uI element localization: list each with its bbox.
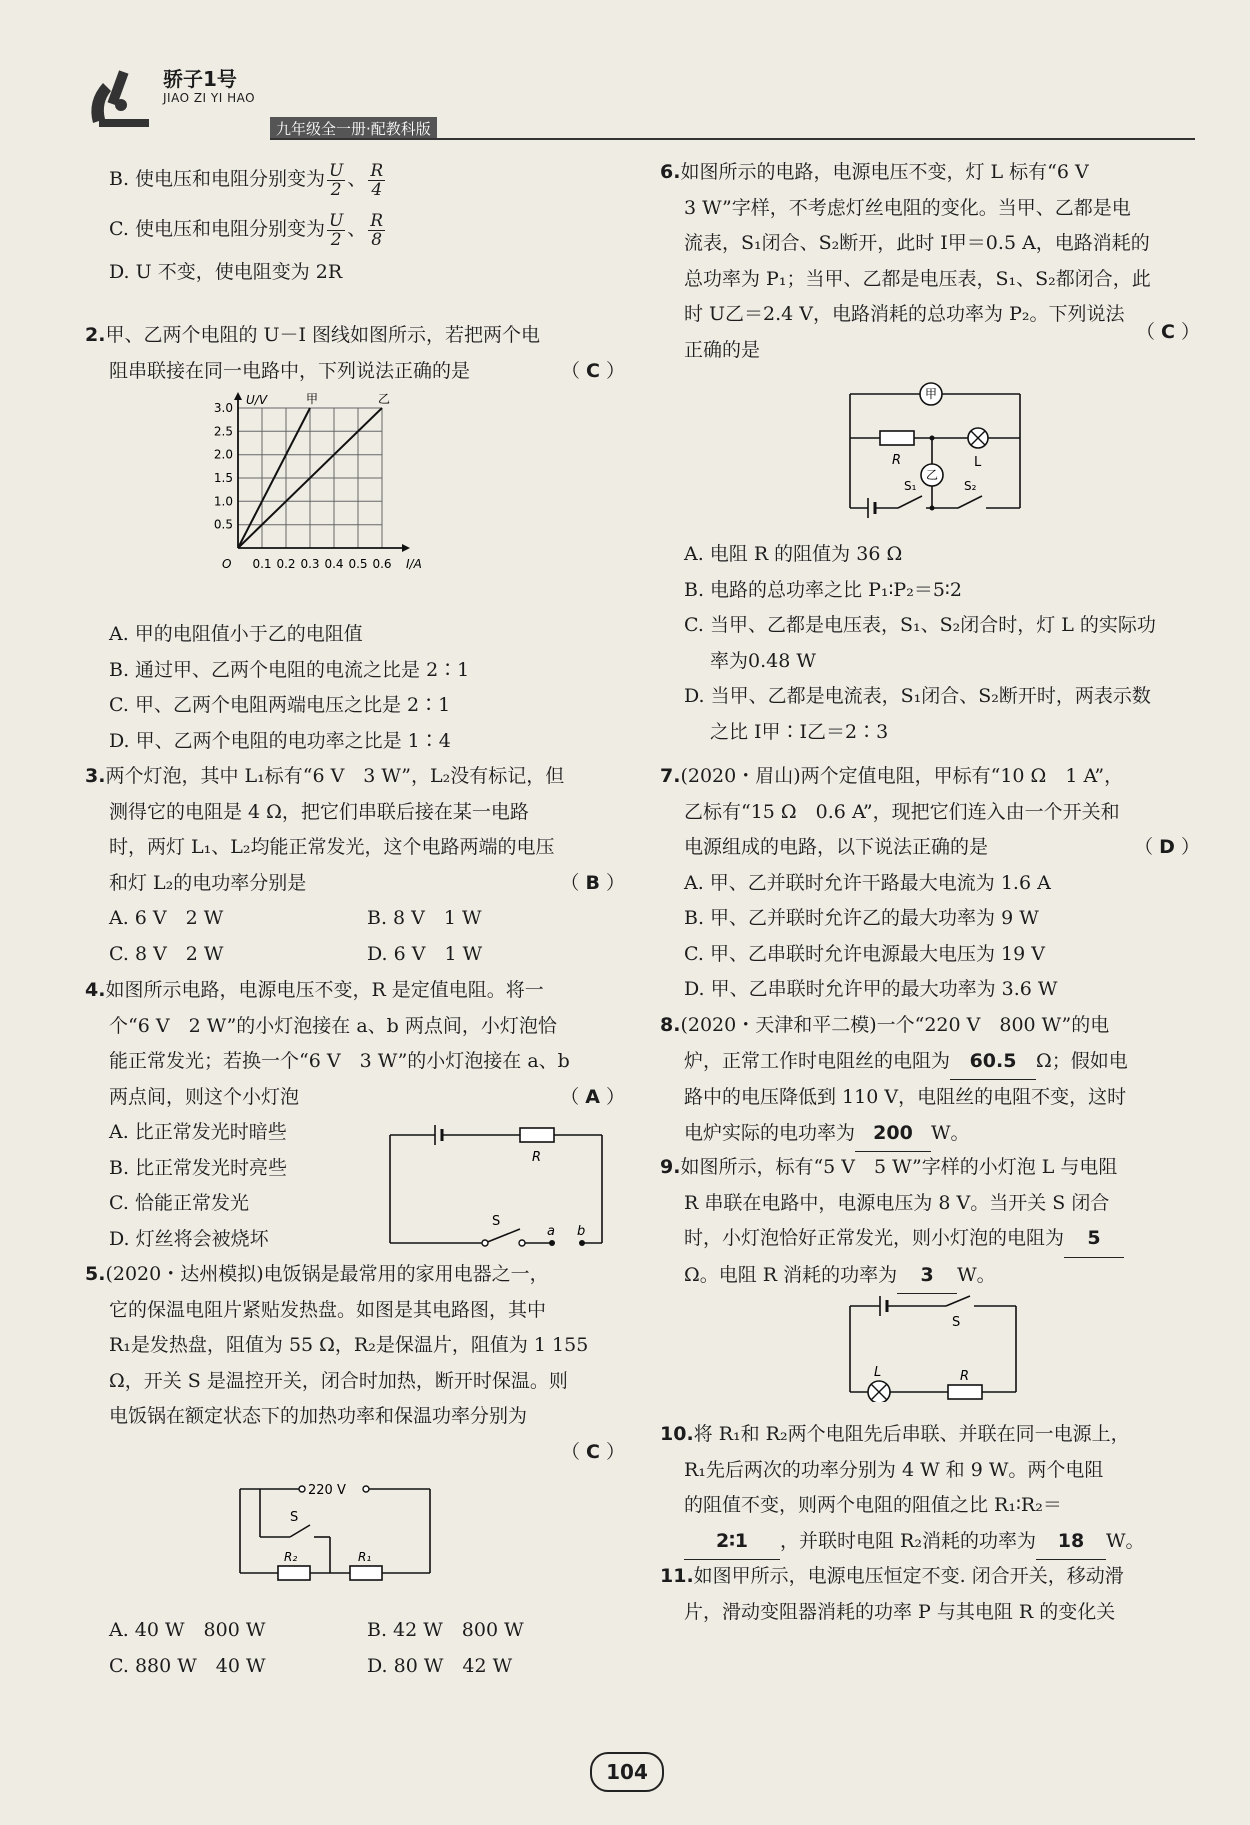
q6-option-c-cont: 率为0.48 W	[710, 649, 816, 672]
q4-text: 如图所示电路，电源电压不变，R 是定值电阻。将一	[105, 979, 544, 1001]
q6-option-c: C. 当甲、乙都是电压表，S₁、S₂闭合时，灯 L 的实际功	[684, 614, 1156, 636]
q8-text: 路中的电压降低到 110 V，电阻丝的电阻不变，这时	[684, 1086, 1127, 1108]
q1-option-c: C. 使电压和电阻分别变为 $\frac{U}{2}$ 、 $\frac{R}{8}$	[109, 210, 384, 250]
q5-label-r1: R₁	[358, 1550, 372, 1564]
q7-option-c: C. 甲、乙串联时允许电源最大电压为 19 V	[684, 942, 1045, 965]
q10-blank-1: 2∶1	[684, 1524, 780, 1561]
q5-circuit-diagram	[230, 1475, 470, 1585]
q2-ytick: 1.5	[213, 471, 233, 485]
question-3	[85, 759, 625, 972]
q7-option-b: B. 甲、乙并联时允许乙的最大功率为 9 W	[684, 907, 1039, 929]
q7-text: 乙标有“15 Ω 0.6 A”，现把它们连入由一个开关和	[684, 800, 1120, 823]
q2-xtick: 0.1	[252, 557, 272, 571]
q2-ytick: 2.0	[213, 447, 233, 462]
q2-option-c: C. 甲、乙两个电阻两端电压之比是 2∶1	[109, 694, 451, 716]
q4-option-c: C. 恰能正常发光	[109, 1192, 249, 1214]
q2-ytick: 0.5	[213, 517, 233, 532]
q7-option-d: D. 甲、乙串联时允许甲的最大功率为 3.6 W	[684, 978, 1058, 1000]
q10-text: 将 R₁和 R₂两个电阻先后串联、并联在同一电源上，	[693, 1423, 1130, 1445]
question-9	[660, 1150, 1200, 1294]
q2-line-jia-label: 甲	[306, 392, 319, 406]
q6-option-a: A. 电阻 R 的阻值为 36 Ω	[684, 543, 903, 565]
q5-answer: （ C ）	[560, 1440, 625, 1463]
q5-text: 它的保温电阻片紧贴发热盘。如图是其电路图，其中	[109, 1298, 547, 1321]
q10-text: ，并联时电阻 R₂消耗的功率为	[780, 1529, 1036, 1552]
q2-xtick: 0.2	[276, 557, 296, 571]
q7-text: 电源组成的电路，以下说法正确的是	[684, 836, 989, 858]
q8-text: W。	[931, 1121, 970, 1144]
q9-circuit-diagram	[840, 1292, 1030, 1402]
q9-blank-2: 3	[897, 1258, 957, 1295]
q11-text: 片，滑动变阻器消耗的功率 P 与其电阻 R 的变化关	[684, 1600, 1116, 1623]
grade-label: 九年级全一册·配教科版	[270, 117, 437, 140]
q6-label-l: L	[974, 455, 982, 470]
q6-label-r: R	[892, 453, 902, 468]
q8-number: 8.	[660, 1014, 681, 1036]
q6-option-d-cont: 之比 I甲∶I乙＝2∶3	[710, 720, 889, 743]
q9-blank-1: 5	[1064, 1221, 1124, 1258]
q2-ytick: 2.5	[213, 424, 233, 439]
q5-text: Ω，开关 S 是温控开关，闭合时加热，断开时保温。则	[109, 1369, 568, 1392]
q10-text: 的阻值不变，则两个电阻的阻值之比 R₁∶R₂＝	[684, 1494, 1062, 1516]
q4-text: 能正常发光；若换一个“6 V 3 W”的小灯泡接在 a、b	[109, 1050, 570, 1072]
q3-answer: （ B ）	[560, 871, 625, 894]
q2-text-1: 甲、乙两个电阻的 U－I 图线如图所示，若把两个电	[105, 324, 541, 346]
q7-text: (2020・眉山)两个定值电阻，甲标有“10 Ω 1 A”，	[680, 765, 1124, 787]
q2-origin: O	[222, 557, 232, 571]
q2-ytick: 3.0	[213, 401, 233, 415]
q4-number: 4.	[85, 979, 106, 1001]
q3-options-row-2	[85, 937, 625, 973]
q6-text: 总功率为 P₁；当甲、乙都是电压表，S₁、S₂都闭合，此	[684, 267, 1151, 290]
q3-option-b: B. 8 V 1 W	[367, 907, 482, 929]
q2-xtick: 0.5	[348, 557, 368, 571]
q9-text: R 串联在电路中，电源电压为 8 V。当开关 S 闭合	[684, 1191, 1110, 1214]
q4-label-a: a	[547, 1224, 555, 1239]
q5-text: R₁是发热盘，阻值为 55 Ω，R₂是保温片，阻值为 1 155	[109, 1334, 589, 1356]
page-number: 104	[590, 1752, 664, 1792]
q1-option-d: D. U 不变，使电阻变为 2R	[109, 261, 343, 283]
q2-option-d: D. 甲、乙两个电阻的电功率之比是 1∶4	[109, 729, 451, 752]
q6-option-d: D. 当甲、乙都是电流表，S₁闭合、S₂断开时，两表示数	[684, 685, 1151, 707]
q11-number: 11.	[660, 1565, 694, 1587]
q3-text: 测得它的电阻是 4 Ω，把它们串联后接在某一电路	[109, 800, 529, 823]
q3-text: 时，两灯 L₁、L₂均能正常发光，这个电路两端的电压	[109, 836, 555, 858]
q3-option-d: D. 6 V 1 W	[367, 942, 483, 965]
q6-option-b: B. 电路的总功率之比 P₁∶P₂＝5∶2	[684, 578, 962, 601]
question-5	[85, 1257, 625, 1470]
q9-text: 时，小灯泡恰好正常发光，则小灯泡的电阻为	[684, 1227, 1065, 1249]
q8-text: 炉，正常工作时电阻丝的电阻为	[684, 1049, 951, 1072]
q2-ui-graph	[210, 390, 470, 575]
q6-label-s2: S₂	[964, 479, 977, 493]
q2-option-b: B. 通过甲、乙两个电阻的电流之比是 2∶1	[109, 658, 470, 681]
q5-label-s: S	[290, 1510, 299, 1525]
header-rule	[270, 138, 1195, 140]
q8-text: (2020・天津和平二模)一个“220 V 800 W”的电	[680, 1014, 1110, 1036]
q6-answer: （ C ）	[1135, 320, 1200, 343]
q5-label-r2: R₂	[284, 1550, 298, 1564]
q9-label-r: R	[960, 1369, 970, 1384]
question-1-continued	[85, 155, 625, 291]
q2-xtick: 0.6	[372, 557, 392, 571]
q3-text: 和灯 L₂的电功率分别是	[109, 871, 307, 894]
q6-circuit-diagram	[840, 380, 1040, 520]
q8-text: 电炉实际的电功率为	[684, 1121, 856, 1144]
q4-label-s: S	[492, 1214, 501, 1229]
q3-option-a: A. 6 V 2 W	[109, 907, 224, 929]
q5-number: 5.	[85, 1263, 106, 1285]
q8-text: Ω；假如电	[1036, 1049, 1128, 1072]
q7-option-a: A. 甲、乙并联时允许干路最大电流为 1.6 A	[684, 871, 1051, 894]
q4-option-a: A. 比正常发光时暗些	[109, 1121, 287, 1143]
q10-blank-2: 18	[1036, 1524, 1106, 1561]
q6-number: 6.	[660, 161, 681, 183]
microscope-logo-icon	[85, 61, 155, 131]
q2-xtick: 0.4	[324, 557, 344, 571]
q2-x-label: I/A	[406, 557, 422, 571]
q4-circuit-diagram	[380, 1115, 620, 1255]
q3-text: 两个灯泡，其中 L₁标有“6 V 3 W”，L₂没有标记，但	[105, 765, 565, 787]
q2-xtick: 0.3	[300, 557, 320, 571]
q8-blank-1: 60.5	[950, 1044, 1036, 1081]
q5-options-row-1	[85, 1613, 625, 1649]
q9-label-l: L	[874, 1365, 882, 1380]
q5-option-a: A. 40 W 800 W	[109, 1619, 266, 1641]
q6-text: 流表，S₁闭合、S₂断开，此时 I甲＝0.5 A，电路消耗的	[684, 232, 1150, 254]
q5-option-c: C. 880 W 40 W	[109, 1654, 266, 1677]
q2-number: 2.	[85, 324, 106, 346]
q4-text: 个“6 V 2 W”的小灯泡接在 a、b 两点间，小灯泡恰	[109, 1014, 557, 1037]
question-8	[660, 1008, 1200, 1152]
q6-label-s1: S₁	[904, 479, 917, 493]
q7-answer: （ D ）	[1134, 836, 1200, 858]
q6-text: 正确的是	[684, 338, 761, 361]
brand-name-en: JIAO ZI YI HAO	[163, 91, 256, 105]
q4-option-b: B. 比正常发光时亮些	[109, 1156, 288, 1179]
question-7	[660, 759, 1200, 1008]
q9-number: 9.	[660, 1156, 681, 1178]
q2-line-yi-label: 乙	[378, 392, 391, 406]
q2-answer: （ C ）	[560, 359, 625, 382]
question-5-options	[85, 1613, 625, 1684]
q10-text: W。	[1105, 1529, 1145, 1552]
q2-y-label: U/V	[246, 393, 268, 407]
q3-options-row-1	[85, 901, 625, 937]
q2-option-a: A. 甲的电阻值小于乙的电阻值	[109, 623, 363, 645]
q9-text: W。	[957, 1263, 996, 1286]
q6-text: 时 U乙＝2.4 V，电路消耗的总功率为 P₂。下列说法	[684, 303, 1125, 325]
q8-blank-2: 200	[855, 1116, 931, 1153]
q2-ytick: 1.0	[213, 494, 233, 509]
q4-option-d: D. 灯丝将会被烧坏	[109, 1227, 269, 1250]
q11-text: 如图甲所示，电源电压恒定不变. 闭合开关，移动滑	[693, 1565, 1124, 1587]
q9-label-s: S	[952, 1315, 961, 1330]
q4-text: 两点间，则这个小灯泡	[109, 1085, 300, 1108]
q4-label-b: b	[577, 1224, 586, 1239]
q5-text: 电饭锅在额定状态下的加热功率和保温功率分别为	[109, 1405, 528, 1427]
q3-option-c: C. 8 V 2 W	[109, 942, 224, 965]
question-6-options	[660, 537, 1200, 750]
question-10	[660, 1417, 1200, 1560]
q6-meter-yi: 乙	[925, 468, 939, 482]
q6-text: 3 W”字样，不考虑灯丝电阻的变化。当甲、乙都是电	[684, 196, 1131, 219]
q5-option-b: B. 42 W 800 W	[367, 1619, 524, 1641]
q1-option-b: B. 使电压和电阻分别变为 $\frac{U}{2}$ 、 $\frac{R}{4}$	[109, 160, 384, 200]
q5-options-row-2	[85, 1649, 625, 1685]
q5-text: (2020・达州模拟)电饭锅是最常用的家用电器之一，	[105, 1263, 549, 1285]
question-6	[660, 155, 1200, 368]
q4-label-r: R	[532, 1150, 542, 1165]
q2-text-2: 阻串联接在同一电路中，下列说法正确的是	[109, 359, 471, 382]
q5-option-d: D. 80 W 42 W	[367, 1654, 513, 1677]
brand-name: 骄子1号	[163, 67, 237, 91]
question-2-options	[85, 617, 625, 759]
q10-number: 10.	[660, 1423, 694, 1445]
q10-text: R₁先后两次的功率分别为 4 W 和 9 W。两个电阻	[684, 1458, 1104, 1481]
q5-label-voltage: 220 V	[308, 1483, 346, 1498]
q6-text: 如图所示的电路，电源电压不变，灯 L 标有“6 V	[680, 161, 1089, 183]
q9-text: 如图所示，标有“5 V 5 W”字样的小灯泡 L 与电阻	[680, 1156, 1118, 1178]
q6-meter-jia: 甲	[924, 387, 938, 401]
page-header	[85, 55, 1195, 138]
q4-answer: （ A ）	[560, 1085, 625, 1108]
question-2	[85, 318, 625, 389]
q3-number: 3.	[85, 765, 106, 787]
q9-text: Ω。电阻 R 消耗的功率为	[684, 1263, 898, 1286]
q7-number: 7.	[660, 765, 681, 787]
question-11	[660, 1559, 1200, 1630]
